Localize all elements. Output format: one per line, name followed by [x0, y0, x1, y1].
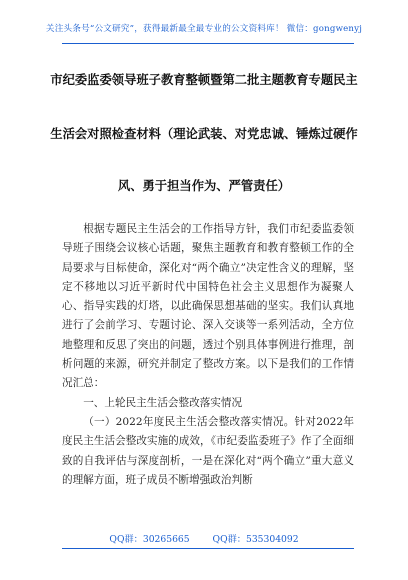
- header-note: 关注头条号“公文研究”，获得最新最全最专业的公文资料库！ 微信：gongwenyj: [45, 24, 363, 34]
- document-title-line-1: 市纪委监委领导班子教育整顿暨第二批主题教育专题民主: [50, 72, 358, 87]
- body-paragraph-2022: （一）2022年度民主生活会整改落实情况。针对2022年度民主生活会整改实施的成效，《市纪委监委班子》作了全面细致的自我评估与深度剖析，一是在深化对“两个确立”重大意义的理解方面，班子成员不断增强政治判断: [62, 415, 354, 486]
- footer-qq-group-2: QQ群：535304092: [212, 534, 299, 545]
- footer-qq-group-1: QQ群：30265665: [109, 534, 190, 545]
- document-body: [62, 220, 354, 490]
- footer-divider: [62, 548, 354, 549]
- footer-contact: [0, 531, 408, 545]
- document-title-line-2: 生活会对照检查材料（理论武装、对党忠诚、锤炼过硬作: [50, 126, 358, 141]
- document-title-line-3: 风、勇于担当作为、严管责任）: [117, 178, 291, 193]
- header-divider: [62, 43, 354, 44]
- section-heading: 一、上轮民主生活会整改落实情况: [83, 396, 243, 409]
- body-paragraph-intro: 根据专题民主生活会的工作指导方针，我们市纪委监委领导班子围绕会议核心话题，聚焦主题教育和教育整顿工作的全局要求与目标使命，深化对“两个确立”决定性含义的理解，坚定不移地以习近平新时代中国特色社会主义思想作为凝聚人心、指导实践的灯塔，以此确保思想基础的坚实。我们认真地进行了会前学习、专题讨论、深入交谈等一系列活动，全方位地整理和反思了突出的问题，透过个别具体事例进行推理，剖析问题的来源，研究并制定了整改方案。以下是我们的工作情况汇总：: [62, 223, 354, 390]
